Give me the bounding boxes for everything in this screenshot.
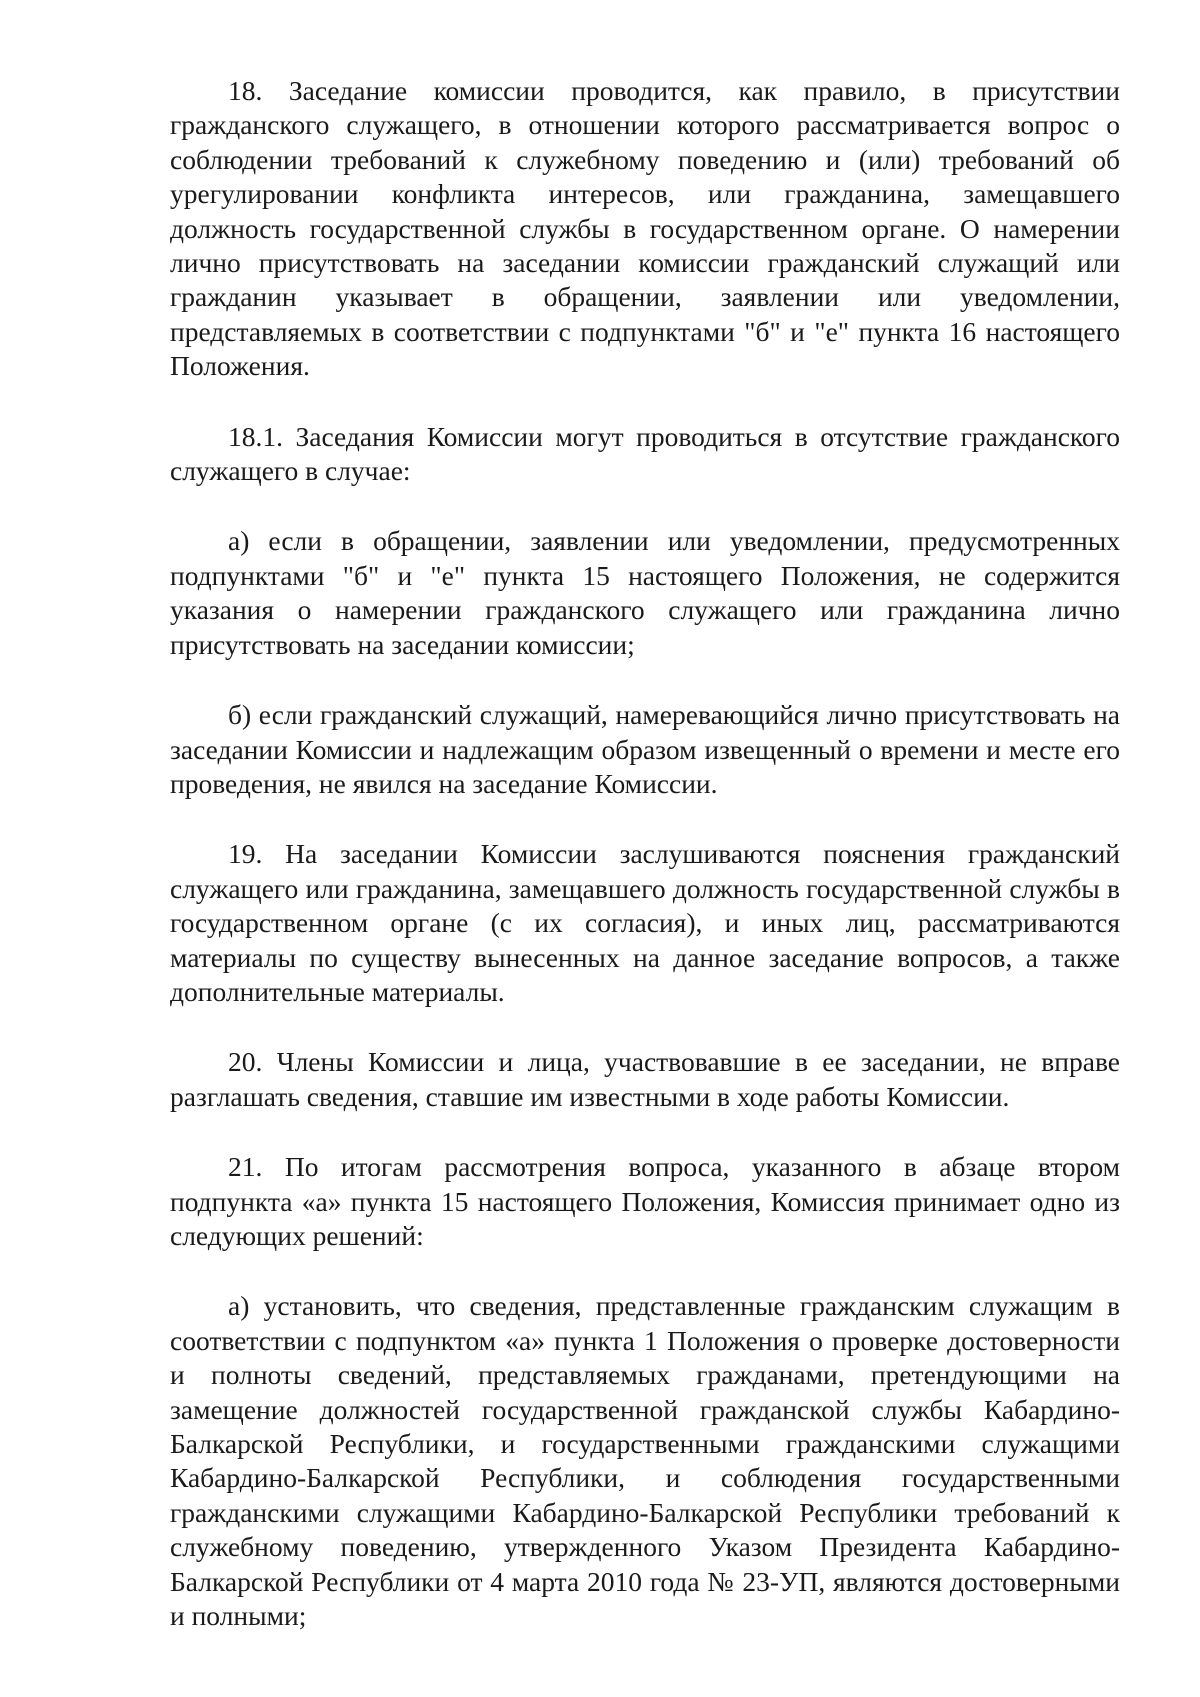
paragraph-19: 19. На заседании Комиссии заслушиваются пояснения гражданский служащего или гражданина, замещавшего должность государственной службы в государственном органе (с их согласия), и иных лиц, рассматриваются материалы по существу вынесенных на данное заседание вопросов, а также дополнительные материалы. bbox=[170, 838, 1120, 1007]
paragraph-18-1: 18.1. Заседания Комиссии могут проводиться в отсутствие гражданского служащего в случае: bbox=[170, 420, 1120, 487]
paragraph-18-1-b: б) если гражданский служащий, намеревающийся лично присутствовать на заседании Комиссии и надлежащим образом извещенный о времени и месте его проведения, не явился на заседание Комиссии. bbox=[170, 699, 1120, 799]
paragraph-21: 21. По итогам рассмотрения вопроса, указанного в абзаце втором подпункта «а» пункта 15 настоящего Положения, Комиссия принимает одно из следующих решений: bbox=[170, 1151, 1120, 1251]
paragraph-21-a: а) установить, что сведения, представленные гражданским служащим в соответствии с подпунктом «а» пункта 1 Положения о проверке достоверности и полноты сведений, представляемых гражданами, претендующими на замещение должностей государственной гражданской службы Кабардино-Балкарской Республики, и государственными гражданскими служащими Кабардино-Балкарской Республики, и соблюдения государственными гражданскими служащими Кабардино-Балкарской Республики требований к служебному поведению, утвержденного Указом Президента Кабардино-Балкарской Республики от 4 марта 2010 года № 23-УП, являются достоверными и полными; bbox=[170, 1290, 1120, 1632]
paragraph-18-1-a: а) если в обращении, заявлении или уведомлении, предусмотренных подпунктами "б" и "е" пункта 15 настоящего Положения, не содержится указания о намерении гражданского служащего или гражданина лично присутствовать на заседании комиссии; bbox=[170, 525, 1120, 660]
paragraph-20: 20. Члены Комиссии и лица, участвовавшие в ее заседании, не вправе разглашать сведения, ставшие им известными в ходе работы Комиссии. bbox=[170, 1046, 1120, 1112]
document-page bbox=[170, 74, 1120, 1633]
paragraph-18: 18. Заседание комиссии проводится, как правило, в присутствии гражданского служащего, в отношении которого рассматривается вопрос о соблюдении требований к служебному поведению и (или) требований об урегулировании конфликта интересов, или гражданина, замещавшего должность государственной службы в государственном органе. О намерении лично присутствовать на заседании комиссии гражданский служащий или гражданин указывает в обращении, заявлении или уведомлении, представляемых в соответствии с подпунктами "б" и "е" пункта 16 настоящего Положения. bbox=[170, 75, 1120, 382]
